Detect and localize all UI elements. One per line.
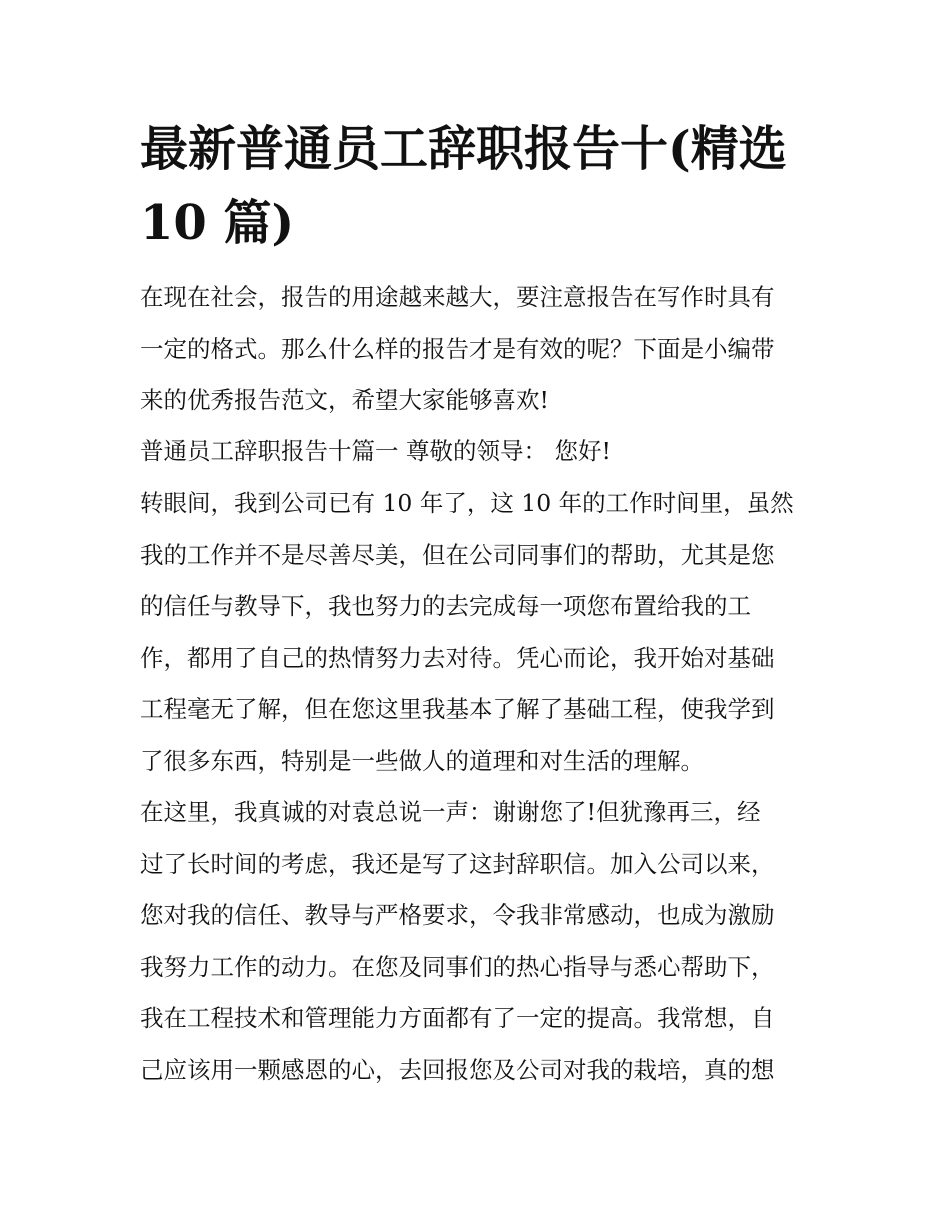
- title-line-2: 10 篇): [140, 195, 295, 251]
- intro-line: 一定的格式。那么什么样的报告才是有效的呢？下面是小编带: [140, 334, 775, 363]
- paragraph-line: 我努力工作的动力。在您及同事们的热心指导与悉心帮助下，: [140, 952, 775, 981]
- paragraph-line: 我的工作并不是尽善尽美，但在公司同事们的帮助，尤其是您: [140, 540, 775, 569]
- paragraph-line: 的信任与教导下，我也努力的去完成每一项您布置给我的工: [140, 592, 751, 620]
- paragraph-line: 作，都用了自己的热情努力去对待。凭心而论，我开始对基础: [140, 643, 775, 672]
- section-heading: [140, 426, 820, 478]
- paragraph-line: 转眼间，我到公司已有 10 年了，这 10 年的工作时间里，虽然: [140, 489, 794, 517]
- title-line-1: 最新普通员工辞职报告十(精选: [140, 121, 787, 177]
- body-paragraph-1: [140, 478, 820, 787]
- paragraph-line: 过了长时间的考虑，我还是写了这封辞职信。加入公司以来，: [140, 849, 775, 878]
- paragraph-line: 我在工程技术和管理能力方面都有了一定的提高。我常想，自: [140, 1004, 775, 1032]
- paragraph-line: 您对我的信任、教导与严格要求，令我非常感动，也成为激励: [140, 901, 775, 929]
- intro-line: 来的优秀报告范文，希望大家能够喜欢!: [140, 386, 549, 414]
- paragraph-line: 己应该用一颗感恩的心，去回报您及公司对我的栽培，真的想: [140, 1055, 775, 1084]
- document-title: [140, 112, 820, 260]
- intro-paragraph: [140, 272, 820, 427]
- paragraph-line: 了很多东西，特别是一些做人的道理和对生活的理解。: [140, 746, 704, 775]
- salutation-line: 普通员工辞职报告十篇一 尊敬的领导： 您好!: [140, 437, 611, 465]
- paragraph-line: 在这里，我真诚的对袁总说一声：谢谢您了!但犹豫再三，经: [140, 798, 761, 826]
- body-paragraph-2: [140, 787, 820, 1096]
- intro-line: 在现在社会，报告的用途越来越大，要注意报告在写作时具有: [140, 283, 775, 311]
- paragraph-line: 工程毫无了解，但在您这里我基本了解了基础工程，使我学到: [140, 695, 775, 723]
